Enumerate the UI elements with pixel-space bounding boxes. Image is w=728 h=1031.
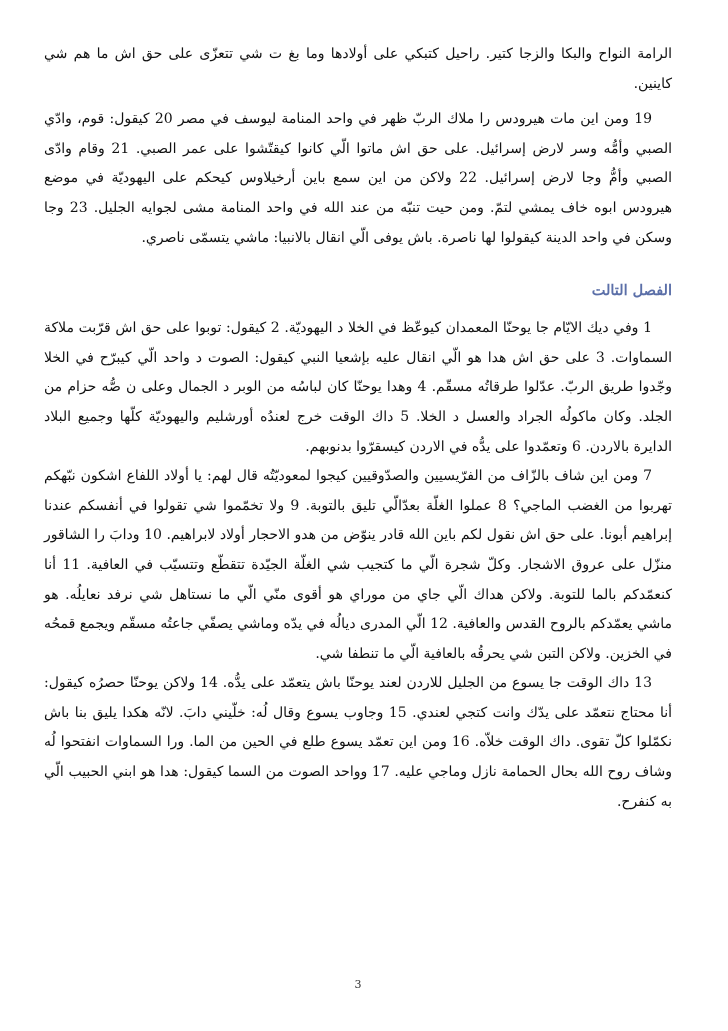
paragraph-verses-1-6: 1 وفي ديك الايّام جا يوحنّا المعمدان كيوعّظ في الخلا د اليهوديّة. 2 كيقول: توبوا على حق اش قرّبت ملاكة السماوات. 3 على حق اش هدا هو الّي انقال عليه بإشعيا النبي كيقول: الصوت د واحد الّي كيبرّح في الخلا وجّدوا طريق الربّ. عدّلوا طرقاتُه مسقّم. 4 وهدا يوحنّا كان لباسُه من الوبر د الجمال وعلى ن صُّه حزام من الجلد. وكان ماكولُه الجراد والعسل د الخلا. 5 داك الوقت خرج لعندُه أورشليم واليهوديّة كلّها وجميع البلاد الدايرة بالاردن. 6 وتعمّدوا على يدُّه في الاردن كيسقرّوا بدنوبهم.: [44, 320, 673, 455]
paragraph-verses-19-23: 19 ومن اين مات هيرودس را ملاك الربّ ظهر في واحد المنامة ليوسف في مصر 20 كيقول: قوم، وادّي الصبي وأمُّه وسر لارض إسرائيل. على حق اش ماتوا الّي كانوا كيقتّشوا على عمر الصبي. 21 وقام وادّى الصبي وأمُّ وجا لارض إسرائيل. 22 ولاكن من اين سمع باين أرخيلاوس كيحكم على اليهوديّة في موضع هيرودس ابوه خاف يمشي لتمّ. ومن حيت تنبّه من عند الله في واحد المنامة مشى لجوايه الجليل. 23 وجا وسكن في واحد الدينة كيقولوا لها ناصرة. باش يوفى الّي انقال بالانبيا: ماشي يتسمّى ناصري.: [44, 111, 672, 246]
page-number: 3: [354, 978, 362, 991]
chapter-heading: الفصل التالت: [591, 282, 672, 300]
paragraph-verses-13-17: 13 داك الوقت جا يسوع من الجليل للاردن لعند يوحنّا باش يتعمّد على يدُّه. 14 ولاكن يوحنّا حصرُه كيقول: أنا محتاج نتعمّد على يدّك وانت كتجي لعندي. 15 وجاوب يسوع وقال لُه: خلّيني دابَ. لانّه هكدا يليق بنا باش نكمّلوا كلّ تقوى. داك الوقت خلاّه. 16 ومن اين تعمّد يسوع طلع في الحين من الما. ورا السماوات انفتحوا لُه وشاف روح الله بحال الحمامة نازل وماجي عليه. 17 وواحد الصوت من السما كيقول: هدا هو ابني الحبيب الّي به كنفرح.: [44, 675, 672, 810]
paragraph-verses-7-12: 7 ومن اين شاف بالزّاف من الفرّيسيين والصدّوقيين كيجوا لمعوديّتُه قال لهم: يا أولاد اللفاع اشكون نبّهكم تهربوا من الغضب الماجي؟ 8 عملوا الغلّة بعدّالّي تليق بالتوبة. 9 ولا تخمّموا شي تقولوا في أنفسكم عندنا إبراهيم أبونا. على حق اش نقول لكم باين الله قادر ينوّض من هدو الاحجار أولاد لابراهيم. 10 ودابَ را الشاقور منزّل على عروق الاشجار. وكلّ شجرة الّي ما كتجيب شي الغلّة الجيّدة تتقطّع وتتسيّب في العافية. 11 أنا كنعمّدكم بالما للتوبة. ولاكن هداك الّي جاي من موراي هو أقوى منّي الّي ما نستاهل شي نرفد نعايلُه. هو ماشي يعمّدكم بالروح القدس والعافية. 12 الّي المدرى ديالُه في يدّه وماشي يصفّي جاعتُه مسقّم ويجمع قمحُه في الخزين. ولاكن التبن شي يحرقُه بالعافية الّي ما تنطفا شي.: [44, 468, 673, 662]
document-page: [44, 40, 672, 991]
paragraph-verse-18-end: الرامة النواح والبكا والزجا كتير. راحيل كتبكي على أولادها وما بغ ت شي تتعزّى على حق اش ما هم شي كاينين.: [44, 46, 672, 92]
